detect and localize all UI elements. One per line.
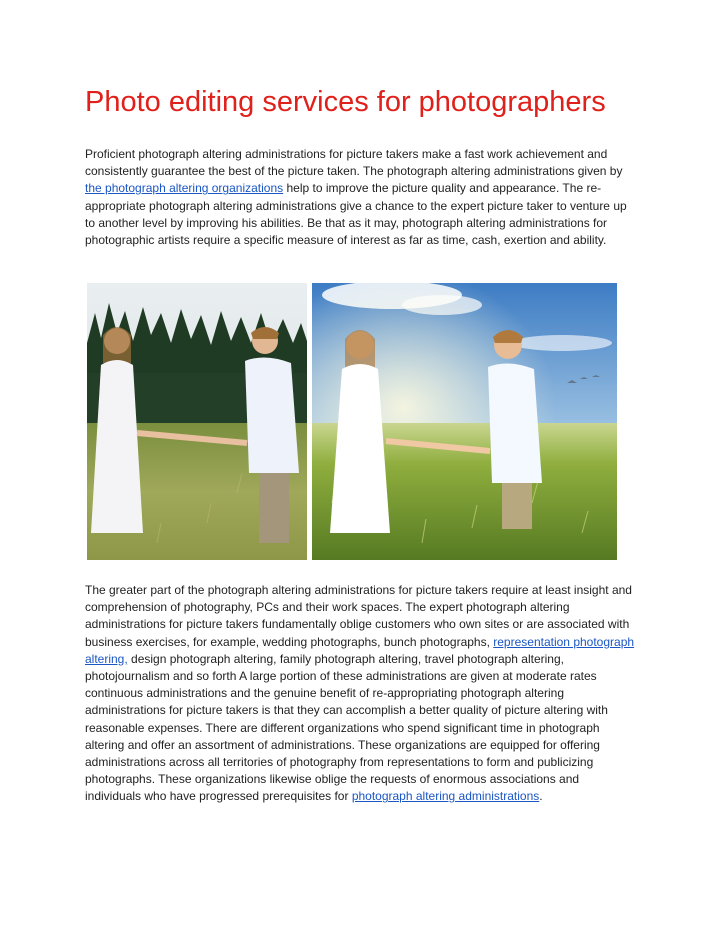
page-title: Photo editing services for photographers <box>85 86 606 118</box>
photo-editing-services-link[interactable]: photograph altering administrations <box>351 789 540 804</box>
representation-photo-editing-link[interactable]: representation photograph altering, <box>85 634 635 666</box>
intro-paragraph <box>85 146 637 249</box>
photo-after-edit <box>312 283 617 560</box>
body-text-start: The greater part of the photograph altering administrations for picture takers require at least insight and comprehension of photography, PCs and their work spaces. The expert photograph altering administrations for picture takers fundamentally oblige customers who own sites or are associated with business exercises, for example, wedding photographs, bunch photographs, <box>85 583 632 649</box>
photo-before-edit <box>87 283 307 560</box>
photo-before-illustration <box>87 283 307 560</box>
photo-editing-organizations-link[interactable]: the photograph altering organizations <box>85 181 284 196</box>
before-after-photo <box>87 283 617 560</box>
intro-text-end: help to improve the picture quality and appearance. The re-appropriate photograph altering administrations give a chance to the expert picture taker to venture up to another level by improving his abilities. Be that as it may, photograph altering administrations for photographic artists require a specific measure of interest as far as time, cash, exertion and ability. <box>85 181 627 248</box>
body-text-end: . <box>539 789 543 804</box>
intro-text-start: Proficient photograph altering administrations for picture takers make a fast work achievement and consistently guarantee the best of the picture taken. The photograph altering administrations given by <box>85 147 623 179</box>
body-text-middle: design photograph altering, family photograph altering, travel photograph altering, photojournalism and so forth A large portion of these administrations are given at moderate rates continuous administrations and the genuine benefit of re-appropriating photograph altering administrations for picture takers is that they can accomplish a better quality of picture altering with reasonable expenses. There are different organizations who spend significant time in photograph altering and offer an assortment of administrations. These organizations are equipped for offering administrations across all territories of photography from representations to form and publicizing photographs. These organizations likewise oblige the requests of enormous associations and individuals who have progressed prerequisites for <box>85 651 608 804</box>
photo-after-illustration <box>312 283 617 560</box>
body-paragraph <box>85 582 637 806</box>
